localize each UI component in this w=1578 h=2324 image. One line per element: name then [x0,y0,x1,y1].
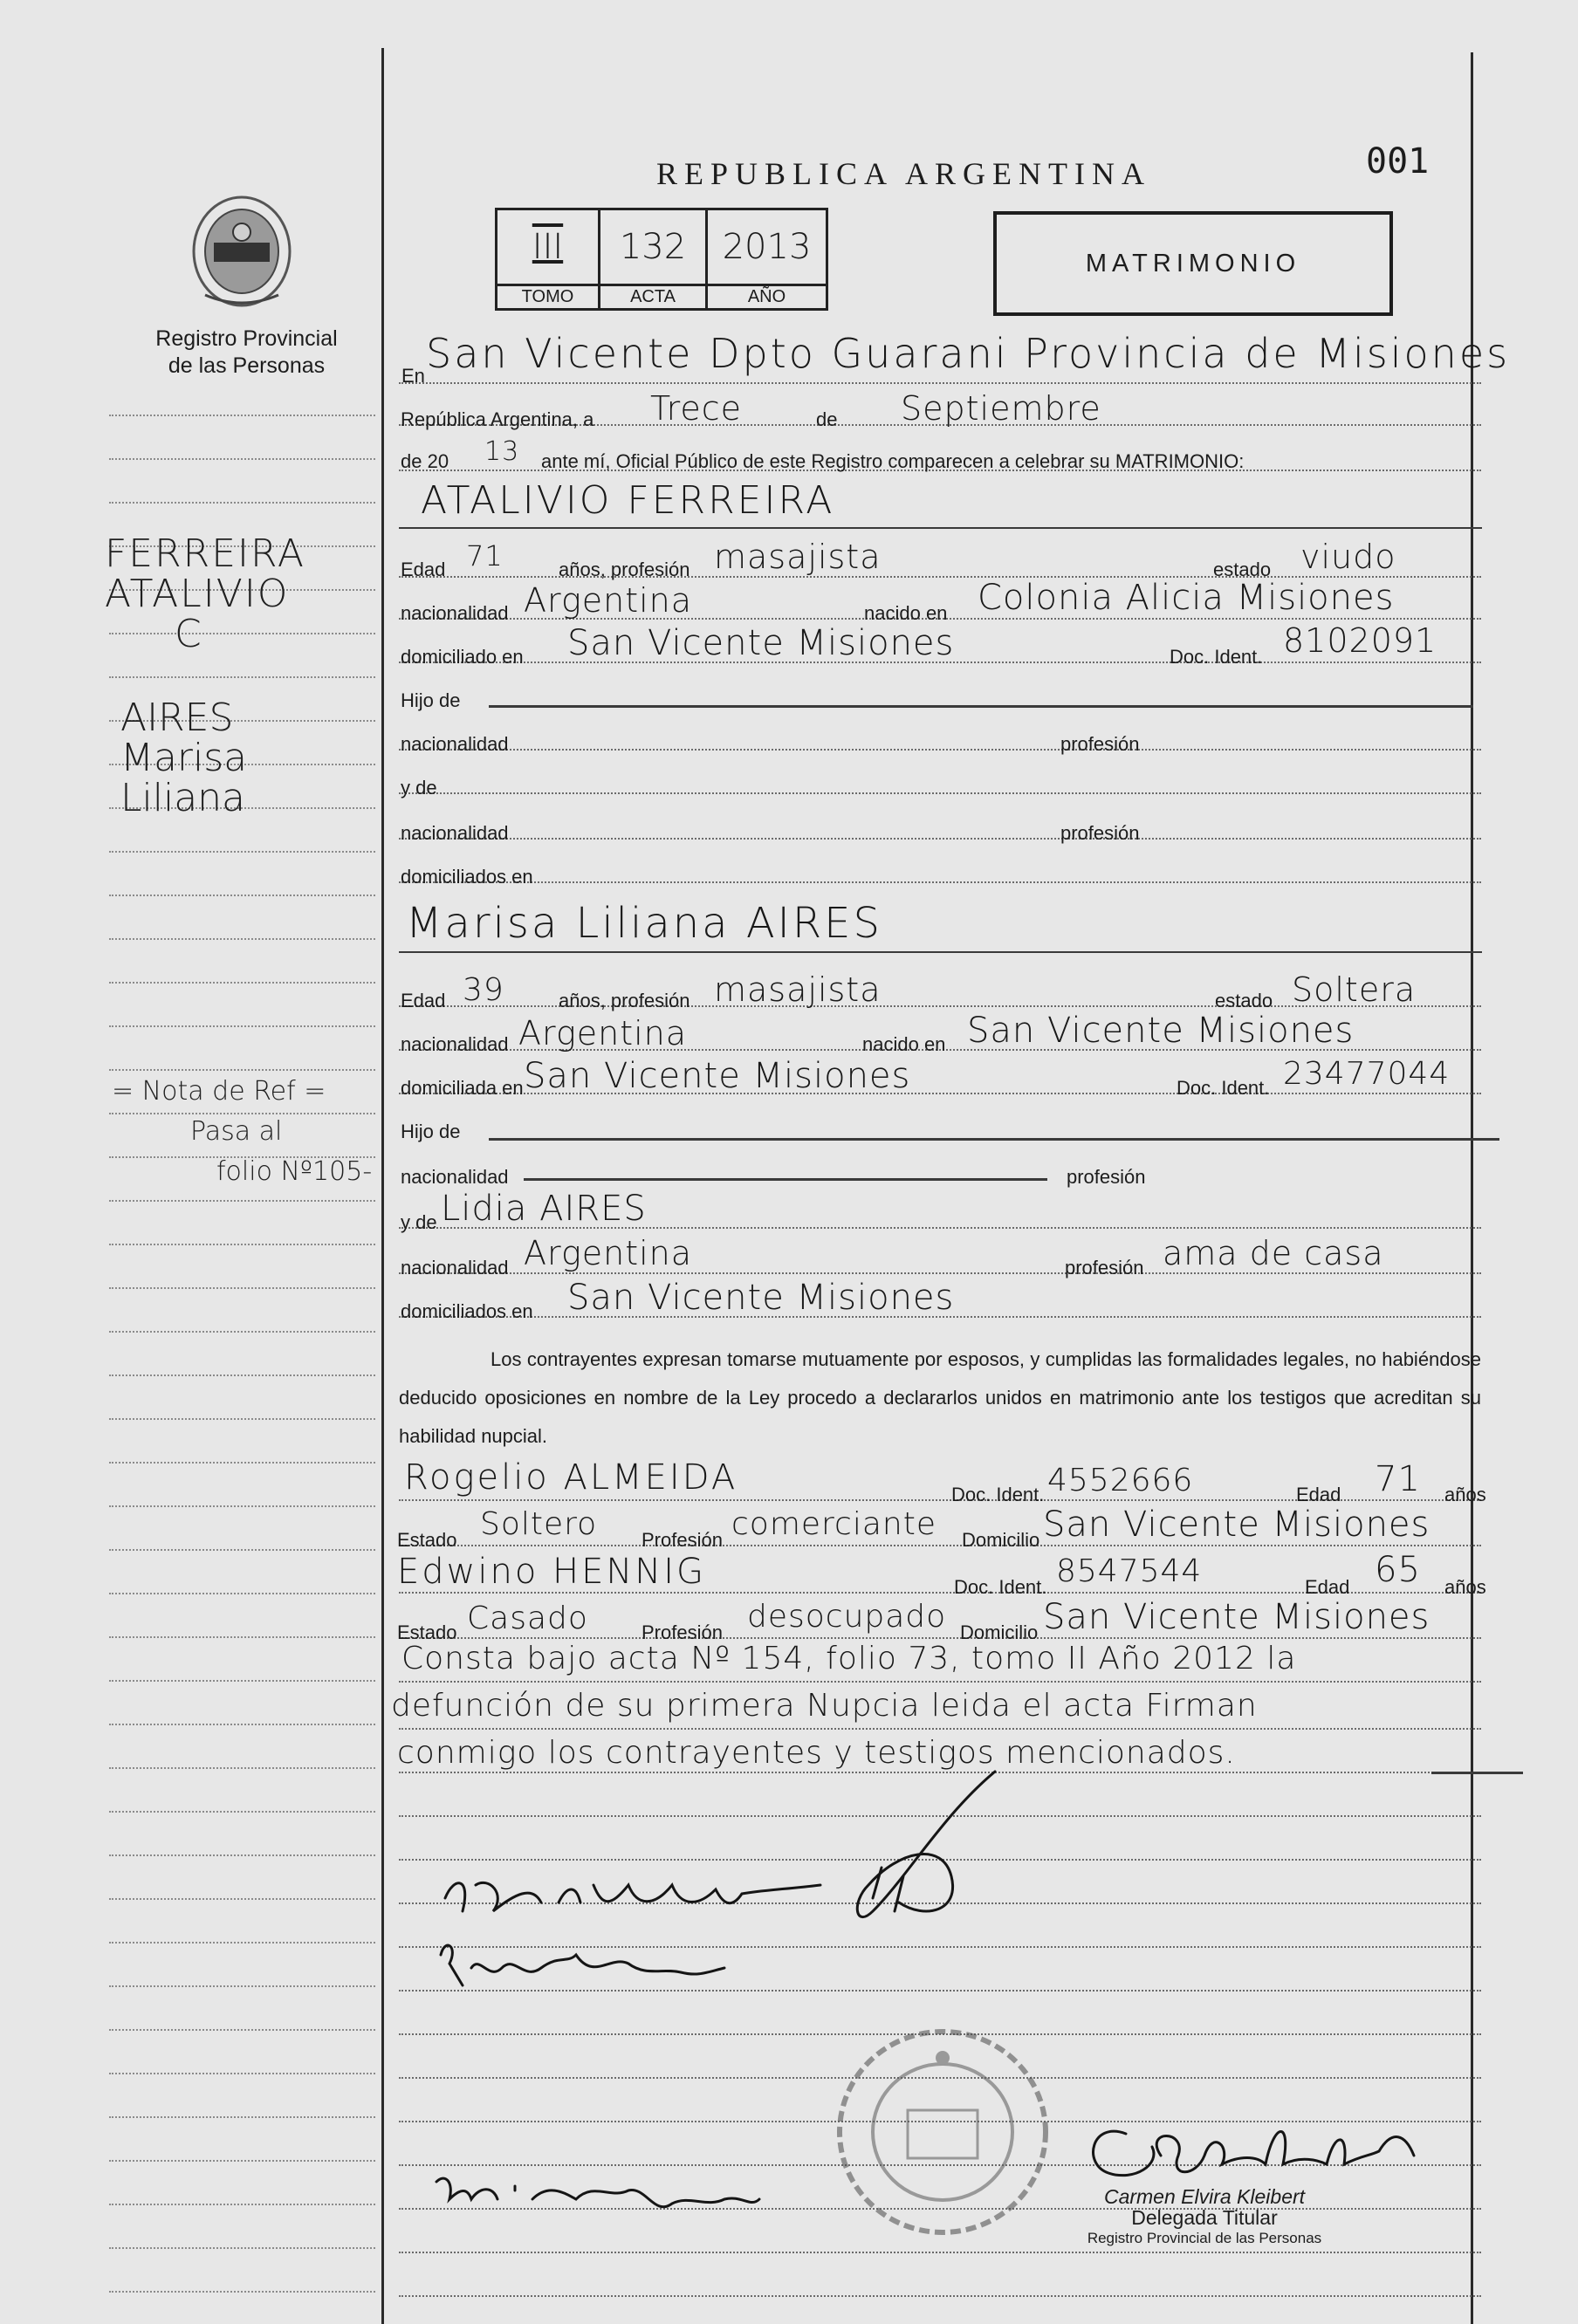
official-stamp-icon [825,2023,1060,2241]
witness1-edad-label: Edad [1296,1484,1341,1505]
margin-rule-line [109,1069,375,1071]
bride-hijo-label: Hijo de [401,1121,461,1142]
witness1-profesion-label: Profesión [641,1529,723,1551]
groom-mother-nationality-label: nacionalidad [401,822,509,844]
intro-text: ante mí, Oficial Público de este Registro comparecen a celebrar su MATRIMONIO: [541,450,1245,472]
witness1-status: Soltero [480,1506,598,1542]
groom-estado-label: estado [1213,559,1272,580]
groom-domicilio-label: domiciliado en [401,646,524,668]
witness2-status: Casado [467,1601,588,1636]
bride-father-nationality-label: nacionalidad [401,1166,509,1188]
groom-yde-label: y de [401,777,437,799]
bride-mother-profession: ama de casa [1163,1234,1384,1272]
witness2-signature [436,2178,759,2207]
body-rule-line [399,1946,1481,1948]
margin-rule-line [109,1985,375,1987]
margin-rule-line [109,1375,375,1376]
witness2-edad-label: Edad [1305,1576,1350,1598]
page-number: 001 [1366,141,1430,182]
bride-parents-residence: San Vicente Misiones [567,1278,955,1318]
body-rule-line [399,792,1481,794]
anio-value: 2013 [722,227,812,267]
official-signature [1094,2131,1414,2175]
margin-groom-name: FERREIRA ATALIVIO C [105,531,305,656]
right-border-line [1471,52,1473,2324]
bride-age: 39 [463,972,504,1008]
de-label: de [816,408,838,430]
en-label: En [401,365,425,387]
witness1-age: 71 [1375,1459,1421,1499]
official-block [1074,2186,1335,2249]
margin-rule-line [109,1505,375,1507]
margin-rule-line [109,415,375,416]
margin-rule-line [109,1636,375,1638]
witness1-doc: 4552666 [1047,1463,1194,1498]
declaration-text: Los contrayentes expresan tomarse mutuamente por esposos, y cumplidas las formalidades legales, no habiéndose deducido oposiciones en nombre de la Ley procedo a declararlos unidos en matrimonio ante los testigos que acreditan su habilidad nupcial. [399,1348,1481,1447]
witness1-signature [441,1945,724,1985]
body-rule-line [399,1902,1481,1904]
groom-residence: San Vicente Misiones [567,623,955,663]
groom-doc-label: Doc. Ident. [1170,646,1263,668]
witness2-domicile: San Vicente Misiones [1043,1597,1430,1637]
groom-age: 71 [466,539,504,572]
official-office: Registro Provincial de las Personas [1087,2230,1322,2246]
groom-nacido-label: nacido en [864,602,948,624]
margin-rule-line [109,851,375,853]
acta-value: 132 [619,227,687,267]
margin-reference-note: = Nota de Ref = Pasa al folio Nº105- [112,1076,373,1187]
witness1-anos-label: años [1444,1484,1486,1505]
witness2-age: 65 [1375,1550,1421,1590]
body-rule-line [399,1637,1481,1639]
year-suffix: 13 [484,436,520,467]
anio-label: AÑO [747,287,786,306]
margin-rule-line [109,1593,375,1594]
bride-birthplace: San Vicente Misiones [967,1011,1355,1051]
groom-hijo-label: Hijo de [401,689,461,711]
witness2-profesion-label: Profesión [641,1621,723,1643]
acta-label: ACTA [630,287,676,306]
groom-nationality: Argentina [524,581,693,620]
bride-name: Marisa Liliana AIRES [406,899,882,948]
margin-rule-line [109,1549,375,1551]
margin-rule-line [109,458,375,460]
registry-name: Registro Provincial de las Personas [155,326,338,378]
margin-rule-line [109,1854,375,1856]
groom-name: ATALIVIO FERREIRA [421,478,835,523]
bride-status: Soltera [1292,970,1417,1009]
body-rule-line [399,382,1481,384]
margin-rule-line [109,2029,375,2031]
bride-name-line [399,951,1482,953]
witness1-name: Rogelio ALMEIDA [404,1457,738,1498]
witness1-doc-label: Doc. Ident. [951,1484,1045,1505]
margin-rule-line [109,2160,375,2162]
bride-mother-nationality: Argentina [524,1234,693,1272]
body-rule-line [399,1272,1481,1274]
bride-estado-label: estado [1215,990,1273,1011]
groom-signature [445,1882,541,1911]
margin-rule-line [109,2073,375,2074]
witness2-domicilio-label: Domicilio [960,1621,1039,1643]
margin-rule-line [109,502,375,504]
witness2-doc: 8547544 [1056,1553,1203,1589]
margin-rule-line [109,1680,375,1682]
bride-yde-label: y de [401,1211,437,1233]
bride-profesion-label: años, profesión [559,990,690,1011]
witness1-domicile: San Vicente Misiones [1043,1505,1430,1545]
groom-birthplace: Colonia Alicia Misiones [978,578,1395,618]
body-rule-line [399,749,1481,751]
margin-rule-line [109,1244,375,1245]
notes-end-line [1431,1772,1523,1774]
margin-rule-line [109,1767,375,1769]
bride-nationality-label: nacionalidad [401,1033,509,1055]
bride-mother-name: Lidia AIRES [441,1189,647,1229]
margin-rule-line [109,1724,375,1725]
bride-nationality: Argentina [518,1014,688,1052]
groom-parents-domicile-label: domiciliados en [401,866,533,888]
notes-line: conmigo los contrayentes y testigos mencionados. [397,1735,1236,1771]
margin-rule-line [109,1942,375,1944]
body-rule-line [399,1772,1481,1773]
bride-edad-label: Edad [401,990,446,1011]
margin-rule-line [109,1811,375,1813]
margin-rule-line [109,1462,375,1464]
groom-edad-label: Edad [401,559,446,580]
body-rule-line [399,1815,1481,1817]
body-rule-line [399,2252,1481,2253]
groom-profesion-label: años, profesión [559,559,690,580]
groom-mother-profession-label: profesión [1060,822,1140,844]
margin-rule-line [109,938,375,940]
bride-domicilio-label: domiciliada en [401,1077,524,1099]
bride-mother-nationality-label: nacionalidad [401,1257,509,1279]
margin-rule-line [109,895,375,896]
margin-rule-line [109,1418,375,1420]
groom-father-nationality-label: nacionalidad [401,733,509,755]
bride-doc-label: Doc. Ident. [1177,1077,1270,1099]
official-title: Delegada Titular [1131,2206,1278,2229]
notes-line: Consta bajo acta Nº 154, folio 73, tomo II Año 2012 la [401,1641,1297,1676]
registry-box [495,208,828,311]
body-rule-line [399,1990,1481,1992]
margin-rule-line [109,676,375,678]
witness2-estado-label: Estado [397,1621,457,1643]
witness2-profession: desocupado [747,1599,947,1635]
bride-nacido-label: nacido en [862,1033,946,1055]
place-value: San Vicente Dpto Guarani Provincia de Misiones [426,330,1511,377]
witness2-name: Edwino HENNIG [397,1552,707,1592]
groom-doc: 8102091 [1283,621,1437,660]
tomo-label: TOMO [521,287,574,306]
witness1-estado-label: Estado [397,1529,457,1551]
groom-father-profession-label: profesión [1060,733,1140,755]
tomo-value: III [532,227,564,267]
bride-doc: 23477044 [1283,1056,1451,1092]
body-rule-line [399,1859,1481,1861]
margin-rule-line [109,1025,375,1027]
official-name: Carmen Elvira Kleibert [1103,2185,1306,2208]
witness1-profession: comerciante [731,1506,937,1542]
witness1-domicilio-label: Domicilio [962,1529,1040,1551]
month-value: Septiembre [901,389,1101,428]
bride-profession: masajista [714,970,882,1009]
witness2-doc-label: Doc. Ident. [954,1576,1047,1598]
bride-father-profession-label: profesión [1067,1166,1146,1188]
year-prefix: de 20 [401,450,449,472]
margin-rule-line [109,2291,375,2293]
bride-father-nationality-line [524,1178,1047,1181]
bride-mother-profession-label: profesión [1065,1257,1144,1279]
notes-line: defunción de su primera Nupcia leida el acta Firman [391,1688,1258,1724]
body-rule-line [399,1728,1481,1730]
body-rule-line [399,1681,1481,1683]
margin-rule-line [109,2247,375,2249]
bride-residence: San Vicente Misiones [524,1056,911,1096]
day-value: Trece [650,389,743,428]
body-rule-line [399,2295,1481,2297]
body-rule-line [399,838,1481,840]
margin-rule-line [109,1200,375,1202]
margin-rule-line [109,1287,375,1289]
bride-hijo-line [489,1138,1499,1141]
margin-rule-line [109,1331,375,1333]
body-rule-line [399,881,1481,883]
groom-status: viudo [1300,538,1396,576]
margin-rule-line [109,982,375,984]
bride-parents-domicile-label: domiciliados en [401,1300,533,1322]
margin-bride-name: AIRES Marisa Liliana [120,696,248,820]
republica-label: República Argentina, a [401,408,594,430]
witness2-anos-label: años [1444,1576,1486,1598]
body-rule-line [399,1545,1481,1546]
groom-name-line [399,527,1482,529]
groom-nationality-label: nacionalidad [401,602,509,624]
margin-rule-line [109,2116,375,2118]
groom-profession: masajista [714,538,882,576]
margin-rule-line [109,2204,375,2205]
country-title: REPUBLICA ARGENTINA [656,156,1152,191]
contrayente-signature [857,1772,995,1917]
document-type-box: MATRIMONIO [993,211,1393,316]
groom-hijo-line [489,705,1473,708]
provincial-seal-icon [188,190,297,312]
margin-divider-line [381,48,384,2324]
margin-rule-line [109,1898,375,1900]
